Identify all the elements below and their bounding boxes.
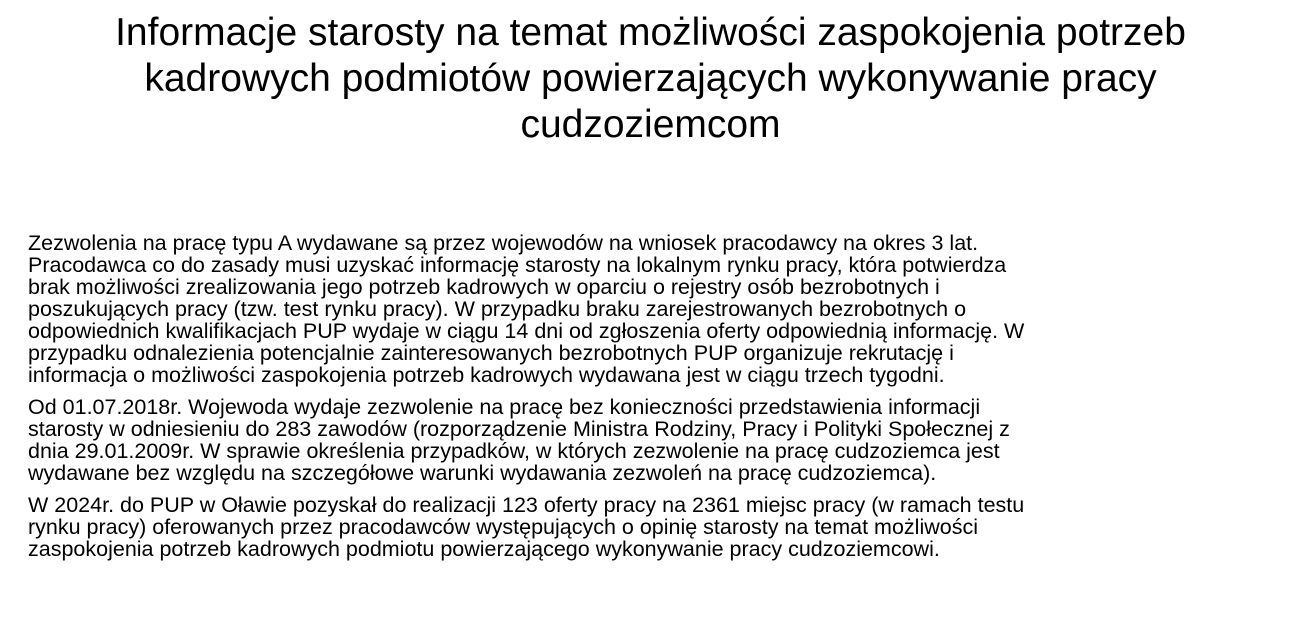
paragraph-line: Pracodawca co do zasady musi uzyskać informację starosty na lokalnym rynku pracy, która potwierdza: [28, 253, 1007, 277]
paragraph-line: odpowiednich kwalifikacjach PUP wydaje w ciągu 14 dni od zgłoszenia oferty odpowiednią informację. W: [28, 319, 1025, 343]
slide-body: [28, 232, 1288, 570]
paragraph-line: poszukujących pracy (tzw. test rynku pracy). W przypadku braku zarejestrowanych bezrobotnych o: [28, 297, 967, 321]
paragraph-line: wydawane bez względu na szczegółowe warunki wydawania zezwoleń na pracę cudzoziemca).: [28, 461, 937, 485]
paragraph-permits-type-a: [28, 232, 1288, 386]
paragraph-line: informacja o możliwości zaspokojenia potrzeb kadrowych wydawana jest w ciągu trzech tygodni.: [28, 363, 945, 387]
paragraph-line: starosty w odniesieniu do 283 zawodów (rozporządzenie Ministra Rodziny, Pracy i Polityki Społecznej z: [28, 417, 1010, 441]
paragraph-exemption-2018: [28, 396, 1288, 484]
paragraph-line: Od 01.07.2018r. Wojewoda wydaje zezwolenie na pracę bez konieczności przedstawienia informacji: [28, 395, 981, 419]
paragraph-stats-2024: [28, 494, 1288, 560]
paragraph-line: rynku pracy) oferowanych przez pracodawców występujących o opinię starosty na temat możliwości: [28, 515, 978, 539]
paragraph-line: dnia 29.01.2009r. W sprawie określenia przypadków, w których zezwolenie na pracę cudzoziemca jest: [28, 439, 1000, 463]
paragraph-line: W 2024r. do PUP w Oławie pozyskał do realizacji 123 oferty pracy na 2361 miejsc pracy (w ramach testu: [28, 493, 1025, 517]
title-line: kadrowych podmiotów powierzających wykonywanie pracy: [144, 57, 1157, 100]
paragraph-line: brak możliwości zrealizowania jego potrzeb kadrowych w oparciu o rejestry osób bezrobotnych i: [28, 275, 940, 299]
paragraph-line: przypadku odnalezienia potencjalnie zainteresowanych bezrobotnych PUP organizuje rekrutację i: [28, 341, 954, 365]
title-line: Informacje starosty na temat możliwości zaspokojenia potrzeb: [115, 11, 1186, 54]
paragraph-line: Zezwolenia na pracę typu A wydawane są przez wojewodów na wniosek pracodawcy na okres 3 lat.: [28, 231, 979, 255]
page-title: [20, 10, 1281, 148]
title-line: cudzoziemcom: [520, 103, 781, 146]
paragraph-line: zaspokojenia potrzeb kadrowych podmiotu powierzającego wykonywanie pracy cudzoziemcowi.: [28, 537, 940, 561]
